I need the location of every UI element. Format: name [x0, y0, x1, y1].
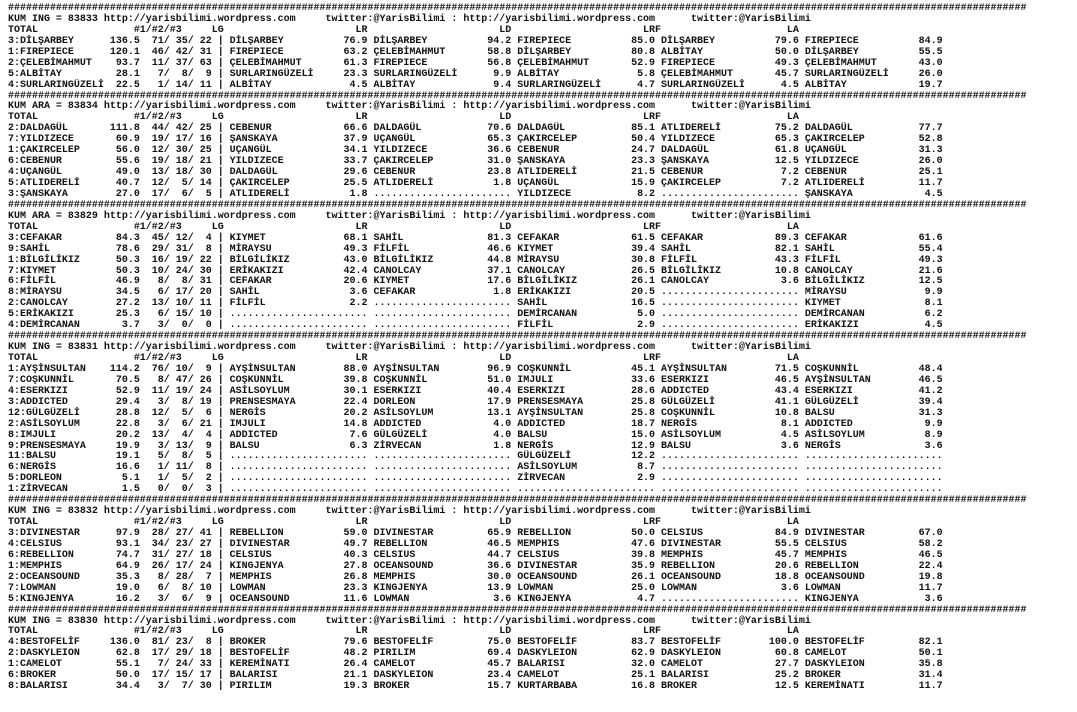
text-line: 4:SURLARINGÜZELİ 22.5 1/ 14/ 11 | ALBİTAY 4.5 ALBİTAY 9.4 SURLARINGÜZELİ 4.7 SURLARINGÜZELİ 4.5 ALBİTAY 19.7 — [8, 78, 943, 90]
text-line: 6:REBELLION 74.7 31/ 27/ 18 | CELSIUS 40.3 CELSIUS 44.7 CELSIUS 39.8 MEMPHIS 45.7 MEMPHIS 46.5 — [8, 548, 943, 560]
race-header-line: KUM ARA = 83829 http://yarisbilimi.wordpress.com twitter:@YarisBilimi : http://yarisbilimi.wordpress.com twitter:@YarisBilimi — [8, 209, 811, 221]
text-line: 4:UÇANGÜL 49.0 13/ 18/ 30 | DALDAGÜL 29.6 CEBENUR 23.8 ATLIDERELİ 21.5 CEBENUR 7.2 CEBENUR 25.1 — [8, 166, 943, 178]
text-line: 4:CELSIUS 93.1 34/ 23/ 27 | DIVINESTAR 49.7 REBELLION 46.5 MEMPHIS 47.6 DIVINESTAR 55.5 CELSIUS 58.2 — [8, 537, 943, 549]
text-line: 1:ZİRVECAN 1.5 0/ 0/ 3 | ....................... ....................... ....................... ....................... ....................... — [8, 483, 943, 495]
text-line: 11:BALSU 19.1 5/ 8/ 5 | ....................... ....................... GÜLGÜZELİ 12.2 ....................... ....................... — [8, 450, 943, 462]
text-line: 5:ALBİTAY 28.1 7/ 8/ 9 | SURLARINGÜZELİ 23.3 SURLARINGÜZELİ 9.9 ALBİTAY 5.8 ÇELEBİMAHMUT 45.7 SURLARINGÜZELİ 26.0 — [8, 67, 943, 79]
text-line: 2:DALDAGÜL 111.8 44/ 42/ 25 | CEBENUR 66.6 DALDAGÜL 70.6 DALDAGÜL 85.1 ATLIDERELİ 75.2 DALDAGÜL 77.7 — [8, 122, 943, 134]
separator-line: ########################################################################################################################################################################## — [8, 89, 1027, 101]
race-header-line: KUM ING = 83831 http://yarisbilimi.wordpress.com twitter:@YarisBilimi : http://yarisbilimi.wordpress.com twitter:@YarisBilimi — [8, 341, 811, 353]
text-line: 8:BALARISI 34.4 3/ 7/ 30 | PIRILIM 19.3 BROKER 15.7 KURTARBABA 16.8 BROKER 12.5 KEREMİNATI 11.7 — [8, 680, 943, 692]
race-header-line: KUM ING = 83832 http://yarisbilimi.wordpress.com twitter:@YarisBilimi : http://yarisbilimi.wordpress.com twitter:@YarisBilimi — [8, 505, 811, 517]
text-line: 7:COŞKUNNİL 70.5 8/ 47/ 26 | COŞKUNNİL 39.8 COŞKUNNİL 51.0 IMJULI 33.6 ESERKIZI 46.5 AYŞİNSULTAN 46.5 — [8, 373, 943, 385]
text-line: 12:GÜLGÜZELİ 28.8 12/ 5/ 6 | NERGİS 20.2 ASİLSOYLUM 13.1 AYŞİNSULTAN 25.8 COŞKUNNİL 10.8 BALSU 31.3 — [8, 406, 943, 418]
text-line: 2:ÇELEBİMAHMUT 93.7 11/ 37/ 63 | ÇELEBİMAHMUT 61.3 FIREPIECE 56.8 ÇELEBİMAHMUT 52.9 FIREPIECE 49.3 ÇELEBİMAHMUT 43.0 — [8, 56, 943, 68]
text-line: 2:OCEANSOUND 35.3 8/ 28/ 7 | MEMPHIS 26.8 MEMPHIS 30.0 OCEANSOUND 26.1 OCEANSOUND 18.8 OCEANSOUND 19.8 — [8, 570, 943, 582]
text-line: 5:KINGJENYA 16.2 3/ 6/ 9 | OCEANSOUND 11.6 LOWMAN 3.6 KINGJENYA 4.7 ....................... KINGJENYA 3.6 — [8, 592, 943, 604]
race-header-line: KUM ARA = 83834 http://yarisbilimi.wordpress.com twitter:@YarisBilimi : http://yarisbilimi.wordpress.com twitter:@YarisBilimi — [8, 100, 811, 112]
text-line: 6:CEBENUR 55.6 19/ 18/ 21 | YILDIZECE 33.7 ÇAKIRCELEP 31.0 ŞANSKAYA 23.3 ŞANSKAYA 12.5 YILDIZECE 26.0 — [8, 155, 943, 167]
separator-line: ########################################################################################################################################################################## — [8, 494, 1027, 506]
results-sheet — [8, 3, 1074, 709]
text-line: 6:NERGİS 16.6 1/ 11/ 8 | ....................... ....................... ASİLSOYLUM 8.7 ....................... ....................... — [8, 461, 943, 473]
text-line: 3:DIVINESTAR 97.9 28/ 27/ 41 | REBELLION 59.0 DIVINESTAR 65.9 REBELLION 50.0 CELSIUS 84.9 DIVINESTAR 67.0 — [8, 527, 943, 538]
text-line: 9:SAHİL 78.6 29/ 31/ 8 | MİRAYSU 49.3 FİLFİL 46.6 KIYMET 39.4 SAHİL 82.1 SAHİL 55.4 — [8, 242, 943, 254]
text-line: 1:FIREPIECE 120.1 46/ 42/ 31 | FIREPIECE 63.2 ÇELEBİMAHMUT 58.8 DİLŞARBEY 80.8 ALBİTAY 50.0 DİLŞARBEY 55.5 — [8, 45, 943, 57]
text-line: 1:MEMPHIS 64.9 26/ 17/ 24 | KINGJENYA 27.8 OCEANSOUND 36.6 DIVINESTAR 35.9 REBELLION 20.6 REBELLION 22.4 — [8, 559, 943, 571]
race-header-line: KUM ING = 83830 http://yarisbilimi.wordpress.com twitter:@YarisBilimi : http://yarisbilimi.wordpress.com twitter:@YarisBilimi — [8, 614, 811, 626]
text-line: 3:CEFAKAR 84.3 45/ 12/ 4 | KIYMET 68.1 SAHİL 81.3 CEFAKAR 61.5 CEFAKAR 89.3 CEFAKAR 61.6 — [8, 231, 943, 243]
column-header-line: TOTAL #1/#2/#3 LG LR LD LRF LA — [8, 625, 799, 637]
column-header-line: TOTAL #1/#2/#3 LG LR LD LRF LA — [8, 220, 799, 232]
text-line: 8:IMJULI 20.2 13/ 4/ 4 | ADDICTED 7.6 GÜLGÜZELİ 4.0 BALSU 15.0 ASİLSOYLUM 4.5 ASİLSOYLUM 8.9 — [8, 428, 943, 440]
text-line: 7:YILDIZECE 60.9 19/ 17/ 16 | ŞANSKAYA 37.9 UÇANGÜL 65.3 ÇAKIRCELEP 50.4 YILDIZECE 65.3 ÇAKIRCELEP 52.8 — [8, 133, 943, 145]
column-header-line: TOTAL #1/#2/#3 LG LR LD LRF LA — [8, 111, 799, 123]
separator-line: ########################################################################################################################################################################## — [8, 330, 1027, 342]
text-line: 8:MİRAYSU 34.5 6/ 17/ 20 | SAHİL 3.6 CEFAKAR 1.8 ERİKAKIZI 20.5 ....................... MİRAYSU 9.9 — [8, 286, 943, 298]
text-line: 3:ADDICTED 29.4 3/ 8/ 19 | PRENSESMAYA 22.4 DORLEON 17.9 PRENSESMAYA 25.8 GÜLGÜZELİ 41.1 GÜLGÜZELİ 39.4 — [8, 395, 943, 407]
race-header-line: KUM ING = 83833 http://yarisbilimi.wordpress.com twitter:@YarisBilimi : http://yarisbilimi.wordpress.com twitter:@YarisBilimi — [8, 12, 811, 24]
text-line: 4:ESERKIZI 52.9 11/ 19/ 24 | ASİLSOYLUM 30.1 ESERKIZI 40.4 ESERKIZI 28.6 ADDICTED 43.4 ESERKIZI 41.2 — [8, 384, 943, 396]
text-line: 3:DİLŞARBEY 136.5 71/ 35/ 22 | DİLŞARBEY 76.9 DİLŞARBEY 94.2 FIREPIECE 85.0 DİLŞARBEY 79.6 FIREPIECE 84.9 — [8, 34, 943, 46]
text-line: 4:BESTOFELİF 136.0 81/ 23/ 8 | BROKER 79.6 BESTOFELİF 75.0 BESTOFELİF 83.7 BESTOFELİF 100.0 BESTOFELİF 82.1 — [8, 636, 943, 648]
column-header-line: TOTAL #1/#2/#3 LG LR LD LRF LA — [8, 23, 799, 35]
text-line: 9:PRENSESMAYA 19.9 3/ 13/ 9 | BALSU 6.3 ZİRVECAN 1.8 NERGİS 12.9 BALSU 3.6 NERGİS 3.6 — [8, 439, 943, 451]
text-line: 4:DEMİRCANAN 3.7 3/ 0/ 0 | ....................... ....................... FİLFİL 2.9 ....................... ERİKAKIZI 4.5 — [8, 319, 943, 331]
text-line: 6:FİLFİL 46.9 8/ 8/ 31 | CEFAKAR 20.6 KIYMET 17.6 BİLGİLİKIZ 26.1 CANOLCAY 3.6 BİLGİLİKIZ 12.5 — [8, 275, 943, 287]
text-line: 6:BROKER 50.0 17/ 15/ 17 | BALARISI 21.1 DASKYLEION 23.4 CAMELOT 25.1 BALARISI 25.2 BROKER 31.4 — [8, 669, 943, 681]
text-line: 5:DORLEON 5.1 1/ 5/ 2 | ....................... ....................... ZİRVECAN 2.9 ....................... ....................... — [8, 472, 943, 484]
text-line: 1:BİLGİLİKIZ 50.3 16/ 19/ 22 | BİLGİLİKIZ 43.0 BİLGİLİKIZ 44.8 MİRAYSU 30.8 FİLFİL 43.3 FİLFİL 49.3 — [8, 253, 943, 265]
column-header-line: TOTAL #1/#2/#3 LG LR LD LRF LA — [8, 516, 799, 528]
text-line: 1:CAMELOT 55.1 7/ 24/ 33 | KEREMİNATI 26.4 CAMELOT 45.7 BALARISI 32.0 CAMELOT 27.7 DASKYLEION 35.8 — [8, 658, 943, 670]
text-line: 1:ÇAKIRCELEP 56.0 12/ 30/ 25 | UÇANGÜL 34.1 YILDIZECE 36.6 CEBENUR 24.7 DALDAGÜL 61.8 UÇANGÜL 31.3 — [8, 144, 943, 156]
text-line: 2:ASİLSOYLUM 22.8 3/ 6/ 21 | IMJULI 14.8 ADDICTED 4.0 ADDICTED 18.7 NERGİS 8.1 ADDICTED 9.9 — [8, 417, 943, 429]
text-line: 2:CANOLCAY 27.2 13/ 10/ 11 | FİLFİL 2.2 ....................... SAHİL 16.5 ....................... KIYMET 8.1 — [8, 297, 943, 309]
text-line: 5:ERİKAKIZI 25.3 6/ 15/ 10 | ....................... ....................... DEMİRCANAN 5.0 ....................... DEMİRCANAN 6.2 — [8, 308, 943, 320]
text-line: 3:ŞANSKAYA 27.0 17/ 6/ 5 | ATLIDERELİ 1.8 ....................... YILDIZECE 8.2 ....................... ŞANSKAYA 4.5 — [8, 187, 943, 199]
text-line: 7:KIYMET 50.3 10/ 24/ 30 | ERİKAKIZI 42.4 CANOLCAY 37.1 CANOLCAY 26.5 BİLGİLİKIZ 10.8 CANOLCAY 21.6 — [8, 264, 943, 276]
text-line: 2:DASKYLEION 62.8 17/ 29/ 18 | BESTOFELİF 48.2 PIRILIM 69.4 DASKYLEION 62.9 DASKYLEION 60.8 CAMELOT 50.1 — [8, 647, 943, 659]
text-line: 5:ATLIDERELİ 40.7 12/ 5/ 14 | ÇAKIRCELEP 25.5 ATLIDERELİ 1.8 UÇANGÜL 15.9 ÇAKIRCELEP 7.2 ATLIDERELİ 11.7 — [8, 177, 943, 188]
separator-line: ########################################################################################################################################################################## — [8, 198, 1027, 210]
text-line: 7:LOWMAN 19.0 6/ 8/ 10 | LOWMAN 23.3 KINGJENYA 13.9 LOWMAN 25.0 LOWMAN 3.6 LOWMAN 11.7 — [8, 581, 943, 593]
column-header-line: TOTAL #1/#2/#3 LG LR LD LRF LA — [8, 352, 799, 363]
text-line: ########################################################################################################################################################################## — [8, 3, 1027, 13]
text-line: 1:AYŞİNSULTAN 114.2 76/ 10/ 9 | AYŞİNSULTAN 88.0 AYŞİNSULTAN 96.9 COŞKUNNİL 45.1 AYŞİNSULTAN 71.5 COŞKUNNİL 48.4 — [8, 362, 943, 374]
separator-line: ########################################################################################################################################################################## — [8, 603, 1027, 615]
